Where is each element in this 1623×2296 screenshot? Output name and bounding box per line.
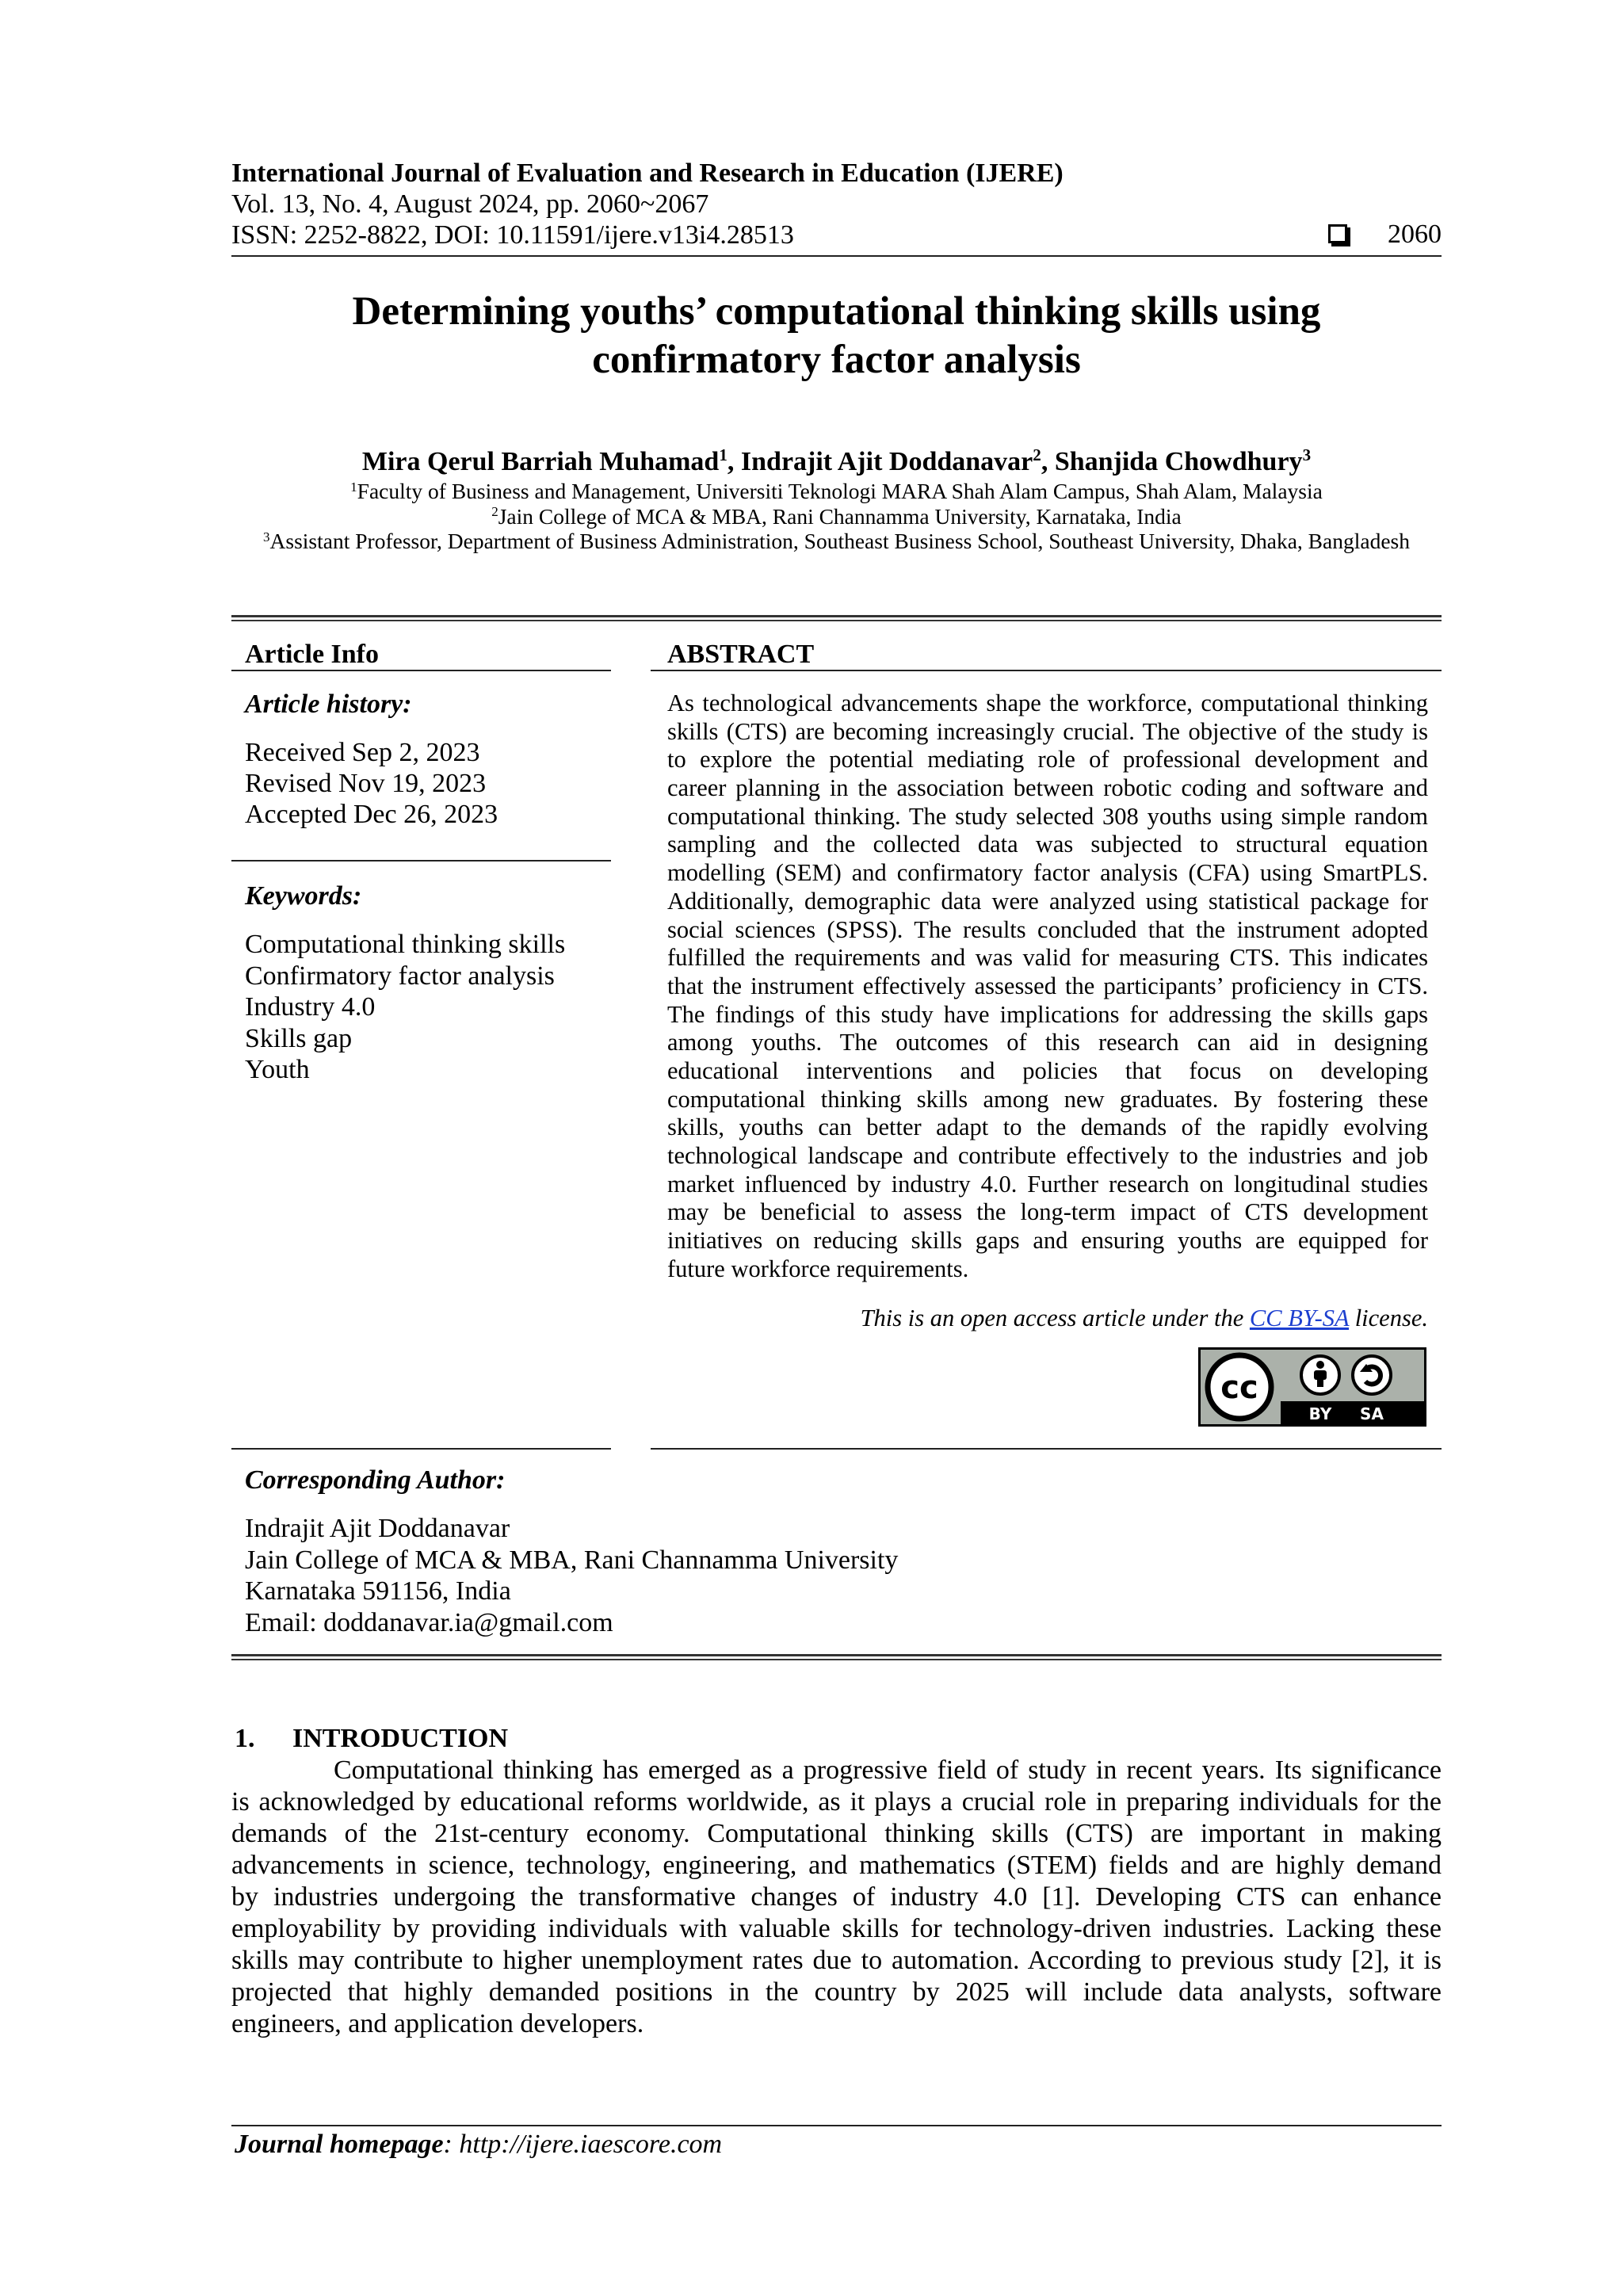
sa-icon: [1353, 1356, 1391, 1394]
abstract-line: Additionally, demographic data were analyzed using statistical package for: [667, 887, 1428, 915]
body-line: by industries undergoing the transformative changes of industry 4.0 [1]. Developing CTS can enhance: [231, 1882, 1442, 1912]
author-list: [231, 446, 1442, 478]
square-box-icon: [1328, 224, 1347, 243]
abstract-line: fulfilled the requirements and was valid for measuring CTS. This indicates: [667, 944, 1428, 972]
abstract-line: career planning in the association between robotic coding and software and: [667, 774, 1428, 802]
badge-sa-label: SA: [1360, 1404, 1384, 1423]
body-line: skills may contribute to higher unemployment rates due to automation. According to previous study [2], it is: [231, 1946, 1442, 1975]
abstract-line: computational thinking skills among new graduates. By fostering these: [667, 1085, 1428, 1113]
abstract-line: social sciences (SPSS). The results concluded that the instrument adopted: [667, 915, 1428, 943]
corresponding-author-location: Karnataka 591156, India: [245, 1576, 511, 1606]
abstract-line: computational thinking. The study selected 308 youths using simple random: [667, 802, 1428, 830]
homepage-url: http://ijere.iaescore.com: [459, 2130, 723, 2159]
header-rule: [231, 255, 1442, 257]
abstract-line: market influenced by industry 4.0. Further research on longitudinal studies: [667, 1170, 1428, 1198]
body-line: projected that highly demanded positions in the country by 2025 will include data analysts, software: [231, 1977, 1442, 2007]
keywords-label: Keywords:: [245, 881, 362, 911]
affiliation: [231, 504, 1442, 529]
author-name: Indrajit Ajit Doddanavar: [740, 447, 1033, 476]
body-line: Computational thinking has emerged as a progressive field of study in recent years. Its significance: [334, 1755, 1442, 1785]
body-line: employability by providing individuals with valuable skills for technology-driven industries. Lacking these: [231, 1914, 1442, 1943]
affiliation-mark: 2: [491, 504, 498, 520]
author-affiliation-mark: 1: [719, 445, 727, 465]
homepage-label: Journal homepage: [235, 2130, 444, 2159]
article-history-label: Article history:: [245, 690, 412, 719]
article-info-rule: [231, 670, 611, 671]
abstract-line: The findings of this study have implications for addressing the skills gaps: [667, 1000, 1428, 1028]
keyword: Skills gap: [245, 1023, 353, 1053]
body-line: demands of the 21st-century economy. Computational thinking skills (CTS) are important in making: [231, 1819, 1442, 1848]
page-number: 2060: [1388, 220, 1442, 249]
affiliation-list: [231, 479, 1442, 554]
corresponding-author-label: Corresponding Author:: [245, 1465, 506, 1495]
info-top-rule: [231, 615, 1442, 621]
abstract-line: skills (CTS) are becoming increasingly crucial. The objective of the study is: [667, 717, 1428, 745]
paper-title: [231, 288, 1442, 384]
affiliation: [231, 479, 1442, 504]
volume-info: Vol. 13, No. 4, August 2024, pp. 2060~2067: [231, 189, 709, 219]
abstract-line: As technological advancements shape the workforce, computational thinking: [667, 690, 1428, 716]
corresponding-author-email: Email: doddanavar.ia@gmail.com: [245, 1607, 613, 1637]
author-separator: ,: [727, 447, 741, 476]
author-name: Mira Qerul Barriah Muhamad: [361, 447, 720, 476]
license-suffix: license.: [1349, 1305, 1428, 1331]
article-history: [245, 737, 498, 830]
corresponding-author-name: Indrajit Ajit Doddanavar: [245, 1514, 510, 1543]
info-box-bottom-rule: [231, 1654, 1442, 1660]
section-number: 1.: [235, 1724, 255, 1753]
affiliation-mark: 1: [350, 479, 357, 495]
section-heading: INTRODUCTION: [292, 1724, 509, 1753]
affiliation-text: Jain College of MCA & MBA, Rani Channamma University, Karnataka, India: [498, 503, 1182, 529]
introduction-text: [231, 1755, 1442, 2040]
abstract-line: among youths. The outcomes of this research can aid in designing: [667, 1029, 1428, 1056]
author-affiliation-mark: 2: [1033, 445, 1041, 465]
author-separator: ,: [1041, 447, 1055, 476]
badge-by-label: BY: [1308, 1404, 1332, 1423]
cc-icon-label: cc: [1220, 1370, 1258, 1406]
abstract-line: skills, youths can better adapt to the demands of the rapidly evolving: [667, 1114, 1428, 1141]
journal-name: International Journal of Evaluation and Research in Education (IJERE): [231, 159, 1064, 188]
history-rule: [231, 860, 611, 861]
keyword: Youth: [245, 1055, 310, 1084]
history-item: Revised Nov 19, 2023: [245, 769, 487, 798]
abstract-line: initiatives on reducing skills gaps and ensuring youths are equipped for: [667, 1227, 1428, 1255]
abstract-text: [667, 690, 1428, 1283]
title-line: Determining youths’ computational thinking skills using: [352, 289, 1321, 334]
issn-doi: ISSN: 2252-8822, DOI: 10.11591/ijere.v13i4.28513: [231, 220, 794, 250]
license-prefix: This is an open access article under the: [860, 1305, 1250, 1331]
corresponding-author-details: [245, 1513, 898, 1638]
author-affiliation-mark: 3: [1302, 445, 1312, 465]
affiliation-text: Assistant Professor, Department of Business Administration, Southeast Business School, Southeast University, Dhaka, Bangladesh: [269, 529, 1410, 554]
journal-homepage: [235, 2129, 722, 2160]
info-bottom-rule: [231, 1448, 611, 1450]
history-item: Accepted Dec 26, 2023: [245, 800, 498, 829]
homepage-separator: :: [443, 2130, 460, 2159]
article-info-heading: Article Info: [245, 640, 380, 669]
keyword: Computational thinking skills: [245, 930, 566, 959]
body-line: advancements in science, technology, engineering, and mathematics (STEM) fields and are highly demand: [231, 1851, 1442, 1880]
badge-band: [1281, 1401, 1425, 1425]
abstract-line: educational interventions and policies that focus on developing: [667, 1056, 1428, 1084]
abstract-bottom-rule: [651, 1448, 1442, 1450]
body-line: is acknowledged by educational reforms worldwide, as it plays a crucial role in preparing individuals for the: [231, 1787, 1442, 1817]
author-name: Shanjida Chowdhury: [1054, 447, 1303, 476]
abstract-rule: [651, 670, 1442, 671]
abstract-line: may be beneficial to assess the long-term impact of CTS development: [667, 1198, 1428, 1226]
abstract-line: modelling (SEM) and confirmatory factor analysis (CFA) using SmartPLS.: [667, 859, 1428, 887]
keyword: Confirmatory factor analysis: [245, 961, 555, 991]
cc-by-sa-badge[interactable]: [1198, 1347, 1426, 1427]
keyword: Industry 4.0: [245, 992, 376, 1022]
corresponding-author-institution: Jain College of MCA & MBA, Rani Channamma University: [245, 1545, 899, 1575]
affiliation-text: Faculty of Business and Management, Universiti Teknologi MARA Shah Alam Campus, Shah Alam, Malaysia: [357, 479, 1323, 503]
license-link[interactable]: CC BY-SA: [1249, 1305, 1350, 1331]
abstract-line: future workforce requirements.: [667, 1255, 969, 1282]
abstract-line: that the instrument effectively assessed the participants’ proficiency in CTS.: [667, 972, 1428, 999]
abstract-line: sampling and the collected data was subjected to structural equation: [667, 831, 1428, 858]
abstract-line: to explore the potential mediating role of professional development and: [667, 746, 1428, 774]
affiliation: [231, 529, 1442, 554]
title-line: confirmatory factor analysis: [592, 338, 1081, 382]
body-line: engineers, and application developers.: [231, 2009, 644, 2038]
by-icon: [1301, 1356, 1339, 1394]
keyword-list: [245, 929, 565, 1086]
abstract-heading: ABSTRACT: [667, 640, 815, 669]
affiliation-mark: 3: [263, 529, 270, 544]
running-header: [231, 158, 1309, 250]
abstract-line: technological landscape and contribute effectively to the industries and job: [667, 1142, 1428, 1169]
license-statement: [667, 1304, 1428, 1332]
footer-rule: [231, 2125, 1442, 2126]
history-item: Received Sep 2, 2023: [245, 738, 480, 767]
